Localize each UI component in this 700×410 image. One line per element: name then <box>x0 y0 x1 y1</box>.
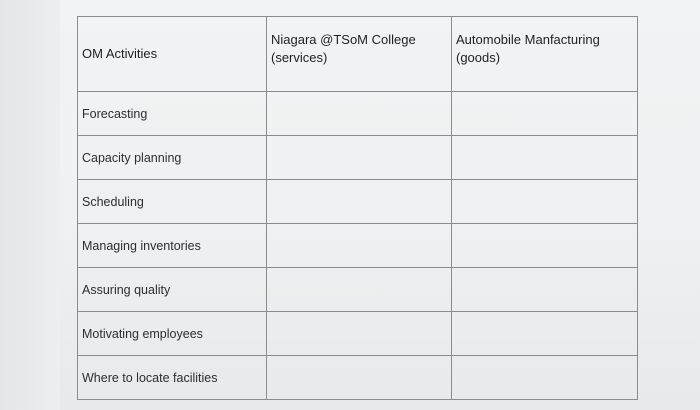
table-row <box>78 356 638 400</box>
header-services-line2: (services) <box>271 50 328 65</box>
activity-cell: Capacity planning <box>78 136 267 180</box>
table-row <box>78 268 638 312</box>
activity-cell: Scheduling <box>78 180 267 224</box>
table-row <box>78 312 638 356</box>
services-cell[interactable] <box>267 356 452 400</box>
goods-cell[interactable] <box>452 92 638 136</box>
services-cell[interactable] <box>267 136 452 180</box>
services-cell[interactable] <box>267 268 452 312</box>
goods-cell[interactable] <box>452 180 638 224</box>
header-services <box>267 17 452 92</box>
table-row <box>78 180 638 224</box>
goods-cell[interactable] <box>452 268 638 312</box>
goods-cell[interactable] <box>452 224 638 268</box>
goods-cell[interactable] <box>452 312 638 356</box>
services-cell[interactable] <box>267 312 452 356</box>
activity-cell: Managing inventories <box>78 224 267 268</box>
om-activities-table <box>77 16 638 400</box>
activity-cell: Assuring quality <box>78 268 267 312</box>
services-cell[interactable] <box>267 180 452 224</box>
header-services-line1: Niagara @TSoM College <box>271 32 416 47</box>
goods-cell[interactable] <box>452 356 638 400</box>
header-goods-line2: (goods) <box>456 50 501 65</box>
table-row <box>78 92 638 136</box>
table-header-row <box>78 17 638 92</box>
header-goods <box>452 17 638 92</box>
activity-cell: Where to locate facilities <box>78 356 267 400</box>
header-om-activities <box>78 17 267 92</box>
header-om-activities-label: OM Activities <box>82 46 158 61</box>
activity-cell: Motivating employees <box>78 312 267 356</box>
goods-cell[interactable] <box>452 136 638 180</box>
background-shadow <box>0 0 60 410</box>
table-row <box>78 136 638 180</box>
header-goods-line1: Automobile Manfacturing <box>456 32 600 47</box>
activity-cell: Forecasting <box>78 92 267 136</box>
services-cell[interactable] <box>267 92 452 136</box>
services-cell[interactable] <box>267 224 452 268</box>
table-row <box>78 224 638 268</box>
